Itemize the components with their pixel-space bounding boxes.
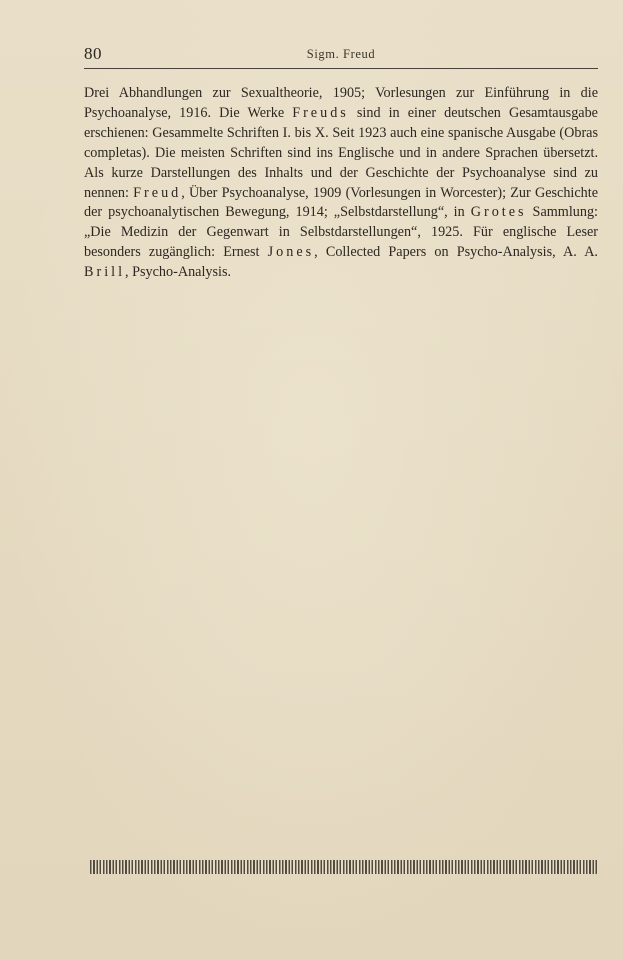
text-segment: , Collected Papers on Psycho-Analysis, A. A. <box>314 244 598 261</box>
text-segment: Sammlung: „Die Medizin der Gegenwart in Selbstdarstellungen“, 1925. Für englische Leser besonders zugänglich: Ernest <box>84 204 598 261</box>
spaced-name-freuds: Freuds <box>292 104 349 121</box>
spaced-name-jones: Jones <box>267 244 315 261</box>
header-rule <box>84 68 598 69</box>
text-segment: Drei Abhandlungen zur Sexualtheorie, 1905; Vorlesungen zur Einführung in die Psychoanalyse, 1916. Die Werke <box>84 85 598 121</box>
text-segment: , Über Psychoanalyse, 1909 (Vorlesungen in Worcester); Zur Geschichte der psychoanalytischen Bewegung, 1914; „Selbstdarstellung“, in <box>84 184 598 221</box>
running-head: Sigm. Freud <box>306 47 376 61</box>
text-segment: sind in einer deutschen Gesamtausgabe erschienen: Gesammelte Schriften I. bis X. Seit 1923 auch eine spanische Ausgabe (Obras completas). Die meisten Schriften sind ins Englische und in andere Sprachen übersetzt. Als kurze Darstellungen des Inhalts und der Geschichte der Psychoanalyse sind zu nennen: <box>84 104 598 201</box>
body-paragraph <box>84 84 598 283</box>
text-segment: , Psycho-Analysis. <box>125 264 232 281</box>
page-header <box>84 44 598 68</box>
scan-footer-band <box>90 860 598 874</box>
spaced-name-grotes: Grotes <box>470 204 527 221</box>
page-number: 80 <box>84 44 102 63</box>
spaced-name-freud: Freud <box>133 184 182 201</box>
spaced-name-brill: Brill <box>84 264 126 281</box>
body-paragraph-block <box>84 84 598 283</box>
